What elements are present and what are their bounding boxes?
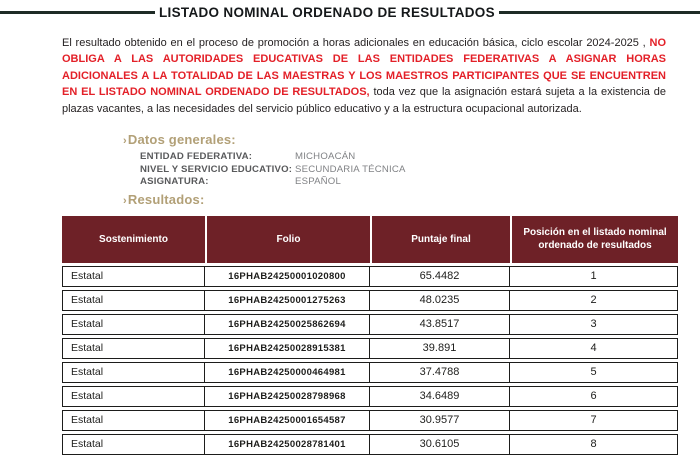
table-row <box>62 290 678 311</box>
cell-sostenimiento: Estatal <box>62 434 205 455</box>
table-row <box>62 386 678 407</box>
table-row <box>62 410 678 431</box>
cell-folio: 16PHAB24250001654587 <box>205 410 370 431</box>
column-header-folio: Folio <box>205 216 370 263</box>
cell-posicion: 4 <box>510 338 678 359</box>
chevron-icon: › <box>123 194 127 207</box>
field-entidad-federativa <box>140 151 700 164</box>
intro-text-end: toda vez que la asignación estará sujeta a la existencia de plazas vacantes, a las necesidades del servicio público educativo y a la estructura ocupacional autorizada. <box>62 86 666 115</box>
cell-posicion: 3 <box>510 314 678 335</box>
table-row <box>62 338 678 359</box>
datos-generales-fields <box>140 151 700 189</box>
datos-generales-heading-label: Datos generales: <box>127 132 236 148</box>
cell-posicion: 2 <box>510 290 678 311</box>
cell-posicion: 1 <box>510 266 678 287</box>
intro-text-start: El resultado obtenido en el proceso de promoción a horas adicionales en educación básica, ciclo escolar 2024-2025 , <box>62 37 650 49</box>
field-asignatura <box>140 176 700 189</box>
cell-sostenimiento: Estatal <box>62 314 205 335</box>
resultados-heading-label: Resultados: <box>127 191 205 207</box>
cell-puntaje: 43.8517 <box>370 314 510 335</box>
field-label: ENTIDAD FEDERATIVA: <box>140 151 253 163</box>
cell-folio: 16PHAB24250001275263 <box>205 290 370 311</box>
resultados-heading <box>123 192 700 207</box>
cell-puntaje: 37.4788 <box>370 362 510 383</box>
cell-puntaje: 39.891 <box>370 338 510 359</box>
intro-paragraph <box>62 35 666 117</box>
cell-puntaje: 65.4482 <box>370 266 510 287</box>
column-header-puntaje: Puntaje final <box>370 216 510 263</box>
title-rule-right <box>499 11 700 14</box>
chevron-icon: › <box>123 135 127 148</box>
cell-folio: 16PHAB24250025862694 <box>205 314 370 335</box>
cell-folio: 16PHAB24250028798968 <box>205 386 370 407</box>
cell-sostenimiento: Estatal <box>62 338 205 359</box>
cell-puntaje: 30.6105 <box>370 434 510 455</box>
cell-folio: 16PHAB24250028781401 <box>205 434 370 455</box>
cell-sostenimiento: Estatal <box>62 362 205 383</box>
column-header-sostenimiento: Sostenimiento <box>62 216 205 263</box>
table-row <box>62 434 678 455</box>
cell-sostenimiento: Estatal <box>62 386 205 407</box>
table-row <box>62 314 678 335</box>
table-row <box>62 362 678 383</box>
title-rule-left <box>0 11 155 14</box>
cell-puntaje: 48.0235 <box>370 290 510 311</box>
cell-folio: 16PHAB24250028915381 <box>205 338 370 359</box>
field-label: NIVEL Y SERVICIO EDUCATIVO: <box>140 163 293 175</box>
cell-folio: 16PHAB24250000464981 <box>205 362 370 383</box>
cell-sostenimiento: Estatal <box>62 266 205 287</box>
table-row <box>62 266 678 287</box>
field-value: SECUNDARIA TÉCNICA <box>295 163 406 175</box>
field-value: MICHOACÁN <box>295 151 356 163</box>
field-label: ASIGNATURA: <box>140 176 209 188</box>
datos-generales-heading <box>123 132 700 147</box>
intro-highlight-text: NO OBLIGA A LAS AUTORIDADES EDUCATIVAS DE LAS ENTIDADES FEDERATIVAS A ASIGNAR HORAS ADICIONALES A LA TOTALIDAD DE LAS MAESTRAS Y LOS MAESTROS PARTICIPANTES QUE SE ENCUENTREN EN EL LISTADO NOMINAL ORDENADO DE RESULTADOS, <box>62 37 666 99</box>
page-title: LISTADO NOMINAL ORDENADO DE RESULTADOS <box>159 5 495 20</box>
title-bar <box>0 5 700 20</box>
cell-folio: 16PHAB24250001020800 <box>205 266 370 287</box>
cell-puntaje: 34.6489 <box>370 386 510 407</box>
results-table-body <box>62 266 678 455</box>
cell-sostenimiento: Estatal <box>62 410 205 431</box>
column-header-posicion: Posición en el listado nominal ordenado de resultados <box>510 216 678 263</box>
cell-sostenimiento: Estatal <box>62 290 205 311</box>
cell-puntaje: 30.9577 <box>370 410 510 431</box>
cell-posicion: 5 <box>510 362 678 383</box>
table-header-row <box>62 216 678 263</box>
cell-posicion: 6 <box>510 386 678 407</box>
field-nivel-servicio <box>140 164 700 177</box>
cell-posicion: 7 <box>510 410 678 431</box>
results-table <box>62 213 678 458</box>
field-value: ESPAÑOL <box>295 176 342 188</box>
cell-posicion: 8 <box>510 434 678 455</box>
